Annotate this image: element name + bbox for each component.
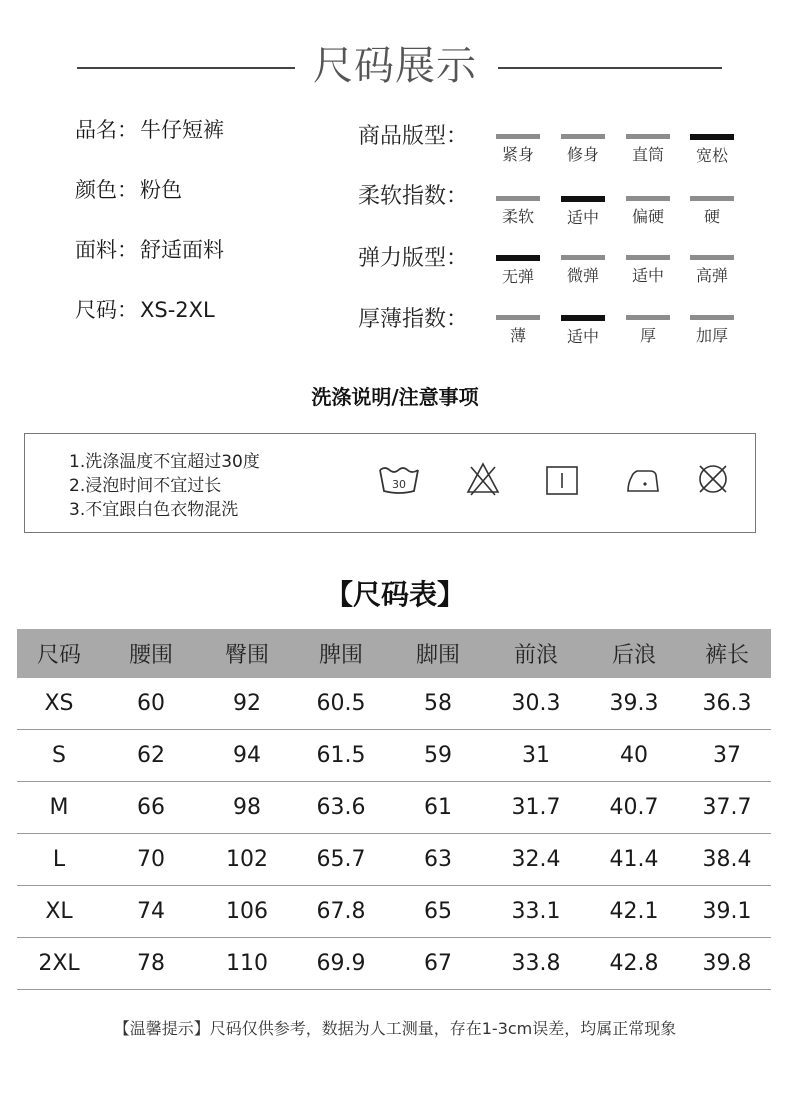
attr-softness-label: 柔软指数：: [358, 184, 469, 209]
table-cell: 30.3: [511, 691, 561, 716]
table-cell: 2XL: [38, 951, 80, 976]
table-header-cell: 脾围: [318, 643, 363, 668]
product-name: [75, 115, 224, 145]
table-cell: 33.8: [511, 951, 561, 976]
table-cell: 37.7: [702, 795, 752, 820]
table-cell: 106: [226, 899, 268, 924]
scale-option-label: 厚: [639, 326, 656, 345]
attr-thickness-label: 厚薄指数：: [358, 307, 469, 332]
table-cell: 59: [424, 743, 452, 768]
table-cell: 63: [424, 847, 452, 872]
scale-bar: [561, 134, 605, 139]
table-cell: 40.7: [609, 795, 659, 820]
size-chart-title: 【尺码表】: [324, 578, 465, 611]
table-row: [17, 886, 771, 938]
table-cell: 39.1: [702, 899, 752, 924]
scale-option-label: 加厚: [695, 326, 728, 345]
table-row: [17, 834, 771, 886]
table-cell: S: [52, 743, 66, 768]
iron-icon: [623, 461, 663, 501]
table-cell: 32.4: [511, 847, 561, 872]
scale-bar-selected: [561, 196, 605, 202]
scale-option-label: 修身: [566, 145, 599, 164]
product-size: [75, 295, 215, 325]
attr-elasticity-option: [561, 255, 605, 286]
table-row: [17, 678, 771, 730]
scale-option-label: 偏硬: [631, 207, 664, 226]
scale-option-label: 宽松: [695, 146, 728, 165]
attr-elasticity-option: [496, 255, 540, 287]
scale-option-label: 硬: [703, 207, 720, 226]
table-cell: 98: [233, 795, 261, 820]
product-name-value: 牛仔短裤: [140, 118, 224, 142]
scale-bar: [690, 255, 734, 260]
scale-option-label: 直筒: [631, 145, 664, 164]
table-header-cell: 臀围: [224, 643, 269, 668]
product-fabric: [75, 235, 224, 265]
no-tumble-dry-icon: [695, 461, 731, 501]
table-cell: 31: [522, 743, 550, 768]
table-cell: 74: [137, 899, 165, 924]
product-name-label: 品名：: [75, 118, 138, 142]
wash-instruction-line: 3.不宜跟白色衣物混洗: [69, 500, 239, 520]
product-fabric-label: 面料：: [75, 238, 138, 262]
table-cell: 61: [424, 795, 452, 820]
attr-elasticity-option: [626, 255, 670, 286]
table-cell: 39.8: [702, 951, 752, 976]
wash-instructions-box: [24, 433, 756, 533]
line-dry-icon: [544, 461, 580, 501]
attr-softness-option: [626, 196, 670, 227]
scale-option-label: 无弹: [501, 267, 534, 286]
attr-elasticity-label: 弹力版型：: [358, 246, 469, 271]
size-disclaimer: 【温馨提示】尺码仅供参考，数据为人工测量，存在1-3cm误差，均属正常现象: [113, 1019, 677, 1038]
attr-thickness-option: [561, 315, 605, 347]
table-cell: 66: [137, 795, 165, 820]
table-cell: 33.1: [511, 899, 561, 924]
table-cell: 38.4: [702, 847, 752, 872]
table-cell: 69.9: [316, 951, 366, 976]
scale-option-label: 适中: [566, 208, 599, 227]
attr-fit-option: [626, 134, 670, 165]
table-cell: 58: [424, 691, 452, 716]
scale-bar: [496, 315, 540, 320]
wash-temp-text: 30: [392, 478, 406, 491]
table-header-cell: 前浪: [513, 643, 558, 668]
wash-30-icon: [377, 461, 421, 501]
product-color-label: 颜色：: [75, 178, 138, 202]
attr-fit-option: [496, 134, 540, 165]
table-cell: XS: [44, 691, 74, 716]
scale-bar: [626, 134, 670, 139]
scale-bar: [626, 255, 670, 260]
table-cell: 65: [424, 899, 452, 924]
table-cell: 102: [226, 847, 268, 872]
attr-fit-option: [561, 134, 605, 165]
scale-bar-selected: [690, 134, 734, 140]
product-size-value: XS-2XL: [140, 298, 215, 322]
wash-instruction-line: 1.洗涤温度不宜超过30度: [69, 452, 260, 472]
product-size-label: 尺码：: [75, 298, 138, 322]
table-cell: 40: [620, 743, 648, 768]
product-color-value: 粉色: [140, 178, 182, 202]
scale-bar-selected: [496, 255, 540, 261]
table-cell: 36.3: [702, 691, 752, 716]
page-title: 尺码展示: [313, 43, 477, 89]
scale-option-label: 柔软: [501, 207, 534, 226]
attr-softness-option: [496, 196, 540, 227]
scale-option-label: 紧身: [501, 145, 534, 164]
table-cell: 110: [226, 951, 268, 976]
scale-option-label: 适中: [566, 327, 599, 346]
attr-thickness-option: [690, 315, 734, 346]
table-cell: 60.5: [316, 691, 366, 716]
attr-fit-option: [690, 134, 734, 166]
attr-fit-label: 商品版型：: [358, 124, 469, 149]
table-cell: 67: [424, 951, 452, 976]
table-cell: 39.3: [609, 691, 659, 716]
product-color: [75, 175, 182, 205]
table-cell: 42.1: [609, 899, 659, 924]
scale-bar: [496, 134, 540, 139]
wash-instruction-line: 2.浸泡时间不宜过长: [69, 476, 222, 496]
table-header-cell: 脚围: [415, 643, 460, 668]
scale-bar: [626, 196, 670, 201]
table-cell: 31.7: [511, 795, 561, 820]
scale-bar-selected: [561, 315, 605, 321]
attr-softness-option: [561, 196, 605, 228]
attr-thickness-option: [626, 315, 670, 346]
scale-bar: [690, 196, 734, 201]
attr-softness-option: [690, 196, 734, 227]
table-row: [17, 730, 771, 782]
wash-section-title: 洗涤说明/注意事项: [311, 385, 479, 409]
table-header-row: [17, 629, 771, 678]
header-divider-right: [498, 67, 722, 69]
attr-thickness-option: [496, 315, 540, 346]
table-cell: 94: [233, 743, 261, 768]
scale-bar: [496, 196, 540, 201]
scale-option-label: 微弹: [566, 266, 599, 285]
scale-option-label: 适中: [631, 266, 664, 285]
table-cell: 65.7: [316, 847, 366, 872]
scale-bar: [626, 315, 670, 320]
table-cell: M: [49, 795, 69, 820]
table-cell: 92: [233, 691, 261, 716]
table-header-cell: 尺码: [36, 643, 81, 668]
size-chart-table: [17, 629, 771, 990]
table-cell: 62: [137, 743, 165, 768]
table-cell: L: [52, 847, 66, 872]
table-header-cell: 裤长: [704, 643, 749, 668]
scale-bar: [690, 315, 734, 320]
table-cell: 78: [137, 951, 165, 976]
scale-bar: [561, 255, 605, 260]
attr-elasticity-option: [690, 255, 734, 286]
table-row: [17, 938, 771, 990]
table-cell: 37: [713, 743, 741, 768]
table-cell: 67.8: [316, 899, 366, 924]
scale-option-label: 薄: [509, 326, 526, 345]
table-cell: 41.4: [609, 847, 659, 872]
table-cell: 61.5: [316, 743, 366, 768]
table-header-cell: 后浪: [611, 643, 656, 668]
table-cell: 63.6: [316, 795, 366, 820]
scale-option-label: 高弹: [695, 266, 728, 285]
table-cell: XL: [45, 899, 73, 924]
table-cell: 42.8: [609, 951, 659, 976]
no-bleach-icon: [465, 461, 501, 501]
table-header-cell: 腰围: [128, 643, 173, 668]
table-row: [17, 782, 771, 834]
table-cell: 70: [137, 847, 165, 872]
product-fabric-value: 舒适面料: [140, 238, 224, 262]
table-cell: 60: [137, 691, 165, 716]
